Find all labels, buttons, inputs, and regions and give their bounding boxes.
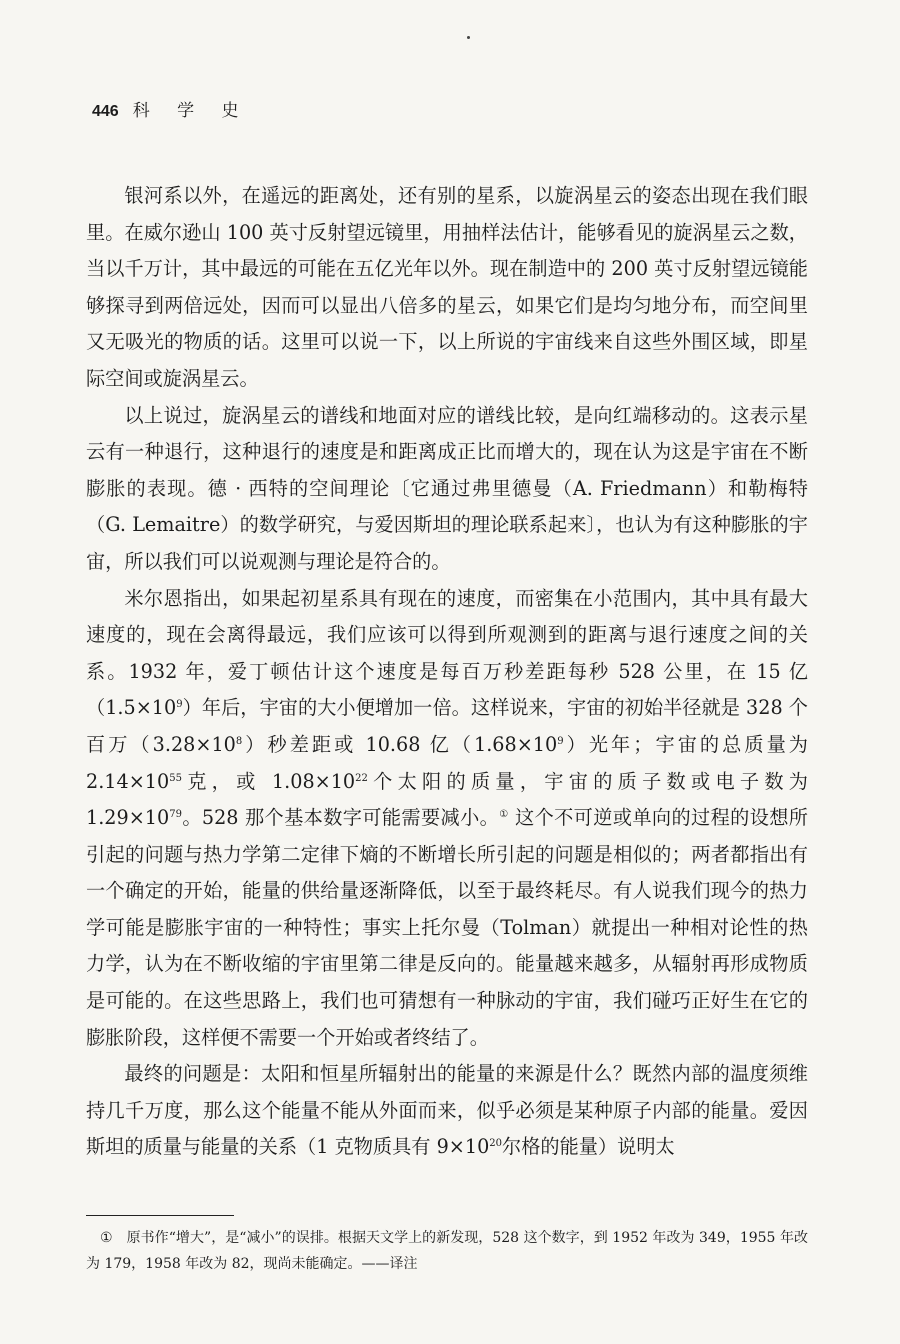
footnote-divider xyxy=(86,1215,234,1216)
scan-speck xyxy=(467,36,470,39)
paragraph-3 xyxy=(86,581,808,1057)
exponent: 8 xyxy=(235,735,243,747)
footnote-mark: ① xyxy=(100,1230,113,1246)
exponent: 9 xyxy=(557,735,564,747)
paragraph-4 xyxy=(86,1056,808,1166)
paragraph-3-part-b: ）年后，宇宙的大小便增加一倍。这样说来，宇宙的初始半径就是 328 个百万（3.28×10 xyxy=(86,696,808,756)
page-number: 446 xyxy=(92,103,119,120)
footnote xyxy=(86,1225,808,1277)
paragraph-1 xyxy=(86,178,808,398)
footnote-reference[interactable]: ① xyxy=(499,809,509,821)
body-text xyxy=(86,178,808,1166)
paragraph-1-text: 银河系以外，在遥远的距离处，还有别的星系，以旋涡星云的姿态出现在我们眼里。在威尔逊山 100 英寸反射望远镜里，用抽样法估计，能够看见的旋涡星云之数，当以千万计，其中最远的可能在五亿光年以外。现在制造中的 200 英寸反射望远镜能够探寻到两倍远处，因而可以显出八倍多的星云，如果它们是均匀地分布，而空间里又无吸光的物质的话。这里可以说一下，以上所说的宇宙线来自这些外围区域，即星际空间或旋涡星云。 xyxy=(86,184,808,390)
running-head xyxy=(92,96,250,121)
paragraph-2-text: 以上说过，旋涡星云的谱线和地面对应的谱线比较，是向红端移动的。这表示星云有一种退行，这种退行的速度是和距离成正比而增大的，现在认为这是宇宙在不断膨胀的表现。德 · 西特的空间理论〔它通过弗里德曼（A. Friedmann）和勒梅特（G. Lemaitre）的数学研究，与爱因斯坦的理论联系起来〕，也认为有这种膨胀的宇宙，所以我们可以说观测与理论是符合的。 xyxy=(86,403,808,573)
exponent: 20 xyxy=(489,1138,503,1150)
paragraph-3-part-g: 。528 那个基本数字可能需要减小。 xyxy=(181,806,500,830)
paragraph-3-part-c: ）秒差距或 10.68 亿（1.68×10 xyxy=(242,732,558,756)
exponent: 55 xyxy=(169,772,182,784)
exponent: 9 xyxy=(176,699,183,711)
paragraph-4-part-a: 最终的问题是：太阳和恒星所辐射出的能量的来源是什么？既然内部的温度须维持几千万度，那么这个能量不能从外面而来，似乎必须是某种原子内部的能量。爱因斯坦的质量与能量的关系（1 克物质具有 9×10 xyxy=(86,1062,808,1159)
paragraph-3-part-f: 个太阳的质量，宇宙的质子数或电子数为 1.29×10 xyxy=(86,769,808,830)
paragraph-3-part-d: ）光年；宇宙的总质量为 2.14×10 xyxy=(86,732,808,793)
paragraph-3-part-e: 克，或 1.08×10 xyxy=(181,769,356,793)
footnote-text: 原书作“增大”，是“减小”的误排。根据天文学上的新发现，528 这个数字，到 1952 年改为 349，1955 年改为 179，1958 年改为 82，现尚未能确定。——译注 xyxy=(86,1230,808,1272)
book-title: 科 学 史 xyxy=(132,101,250,121)
exponent: 79 xyxy=(169,809,182,821)
paragraph-3-part-a: 米尔恩指出，如果起初星系具有现在的速度，而密集在小范围内，其中具有最大速度的，现在会离得最远，我们应该可以得到所观测到的距离与退行速度之间的关系。1932 年，爱丁顿估计这个速度是每百万秒差距每秒 528 公里，在 15 亿（1.5×10 xyxy=(86,586,808,720)
paragraph-2 xyxy=(86,398,808,581)
exponent: 22 xyxy=(355,772,368,784)
paragraph-4-part-b: 尔格的能量）说明太 xyxy=(502,1135,675,1159)
paragraph-3-part-h: 这个不可逆或单向的过程的设想所引起的问题与热力学第二定律下熵的不断增长所引起的问题是相似的；两者都指出有一个确定的开始，能量的供给量逐渐降低，以至于最终耗尽。有人说我们现今的热力学可能是膨胀宇宙的一种特性；事实上托尔曼（Tolman）就提出一种相对论性的热力学，认为在不断收缩的宇宙里第二律是反向的。能量越来越多，从辐射再形成物质是可能的。在这些思路上，我们也可猜想有一种脉动的宇宙，我们碰巧正好生在它的膨胀阶段，这样便不需要一个开始或者终结了。 xyxy=(86,806,808,1049)
